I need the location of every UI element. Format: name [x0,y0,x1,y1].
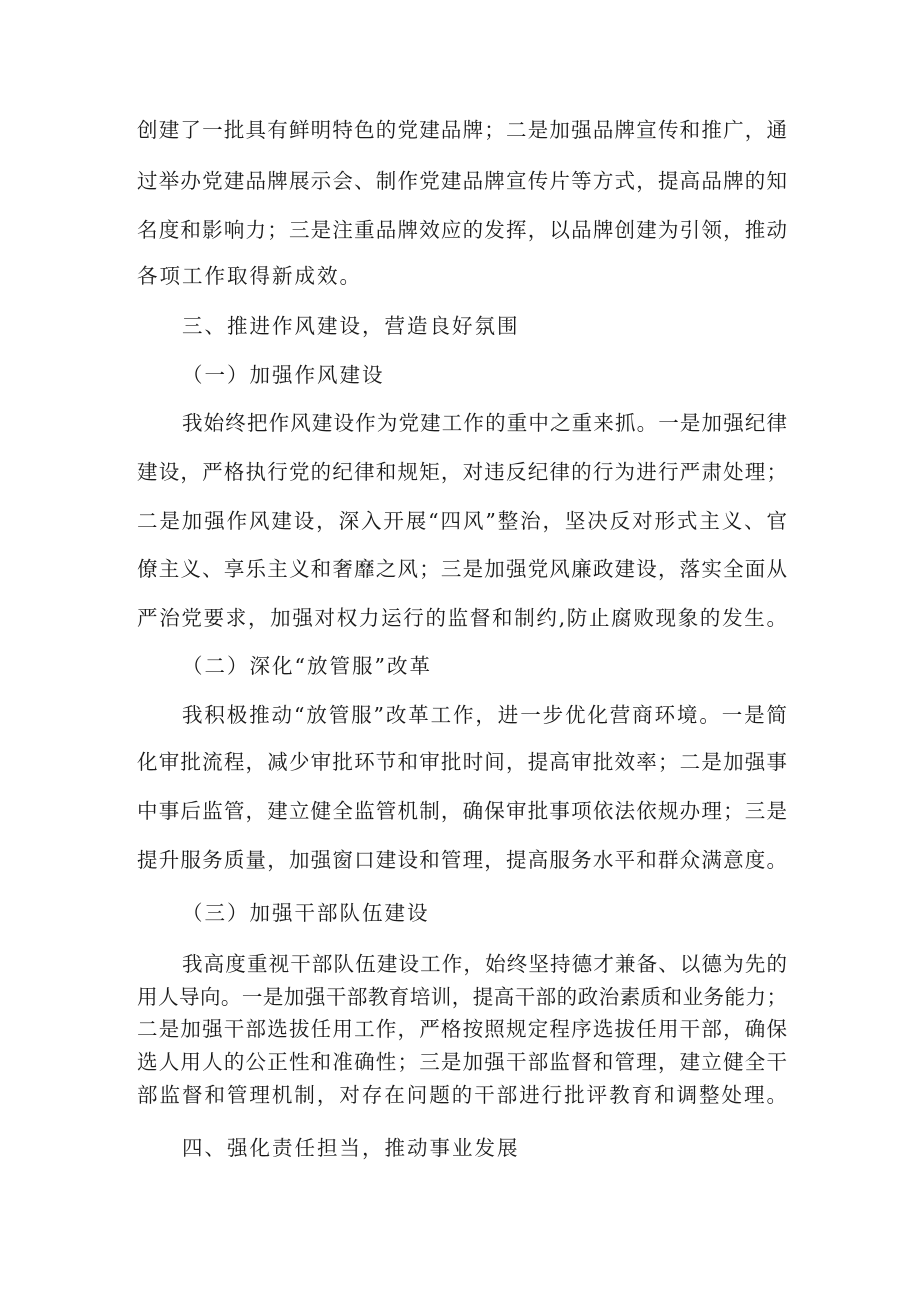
body-text-line: 我始终把作风建设作为党建工作的重中之重来抓。一是加强纪律 [182,411,787,435]
body-text-line: 严治党要求，加强对权力运行的监督和制约,防止腐败现象的发生。 [137,606,787,630]
body-text-line: 选人用人的公正性和准确性；三是加强干部监督和管理，建立健全干 [137,1050,787,1074]
body-text-line: 用人导向。一是加强干部教育培训，提高干部的政治素质和业务能力； [137,985,787,1009]
body-text-line: 建设，严格执行党的纪律和规矩，对违反纪律的行为进行严肃处理； [137,460,787,484]
body-text-line: 创建了一批具有鲜明特色的党建品牌；二是加强品牌宣传和推广，通 [137,118,787,142]
body-text-line: 我积极推动“放管服”改革工作，进一步优化营商环境。一是简 [182,703,787,727]
body-text-line: 名度和影响力；三是注重品牌效应的发挥，以品牌创建为引领，推动 [137,218,787,242]
body-text-line: 过举办党建品牌展示会、制作党建品牌宣传片等方式，提高品牌的知 [137,169,787,193]
body-text-line: 化审批流程，减少审批环节和审批时间，提高审批效率；二是加强事 [137,750,787,774]
section-heading: 四、强化责任担当，推动事业发展 [182,1136,520,1160]
body-text-line: 二是加强作风建设，深入开展“四风”整治，坚决反对形式主义、官 [137,509,787,533]
body-text-line: 部监督和管理机制，对存在问题的干部进行批评教育和调整处理。 [137,1083,787,1107]
body-text-line: 各项工作取得新成效。 [137,264,362,288]
body-text-line: 僚主义、享乐主义和奢靡之风；三是加强党风廉政建设，落实全面从 [137,557,787,581]
subsection-heading: （二）深化“放管服”改革 [182,654,432,678]
body-text-line: 中事后监管，建立健全监管机制，确保审批事项依法依规办理；三是 [137,799,787,823]
subsection-heading: （三）加强干部队伍建设 [182,901,430,925]
body-text-line: 二是加强干部选拔任用工作，严格按照规定程序选拔任用干部，确保 [137,1017,787,1041]
body-text-line: 我高度重视干部队伍建设工作，始终坚持德才兼备、以德为先的 [182,952,787,976]
subsection-heading: （一）加强作风建设 [182,363,385,387]
section-heading: 三、推进作风建设，营造良好氛围 [182,314,520,338]
body-text-line: 提升服务质量，加强窗口建设和管理，提高服务水平和群众满意度。 [137,848,787,872]
